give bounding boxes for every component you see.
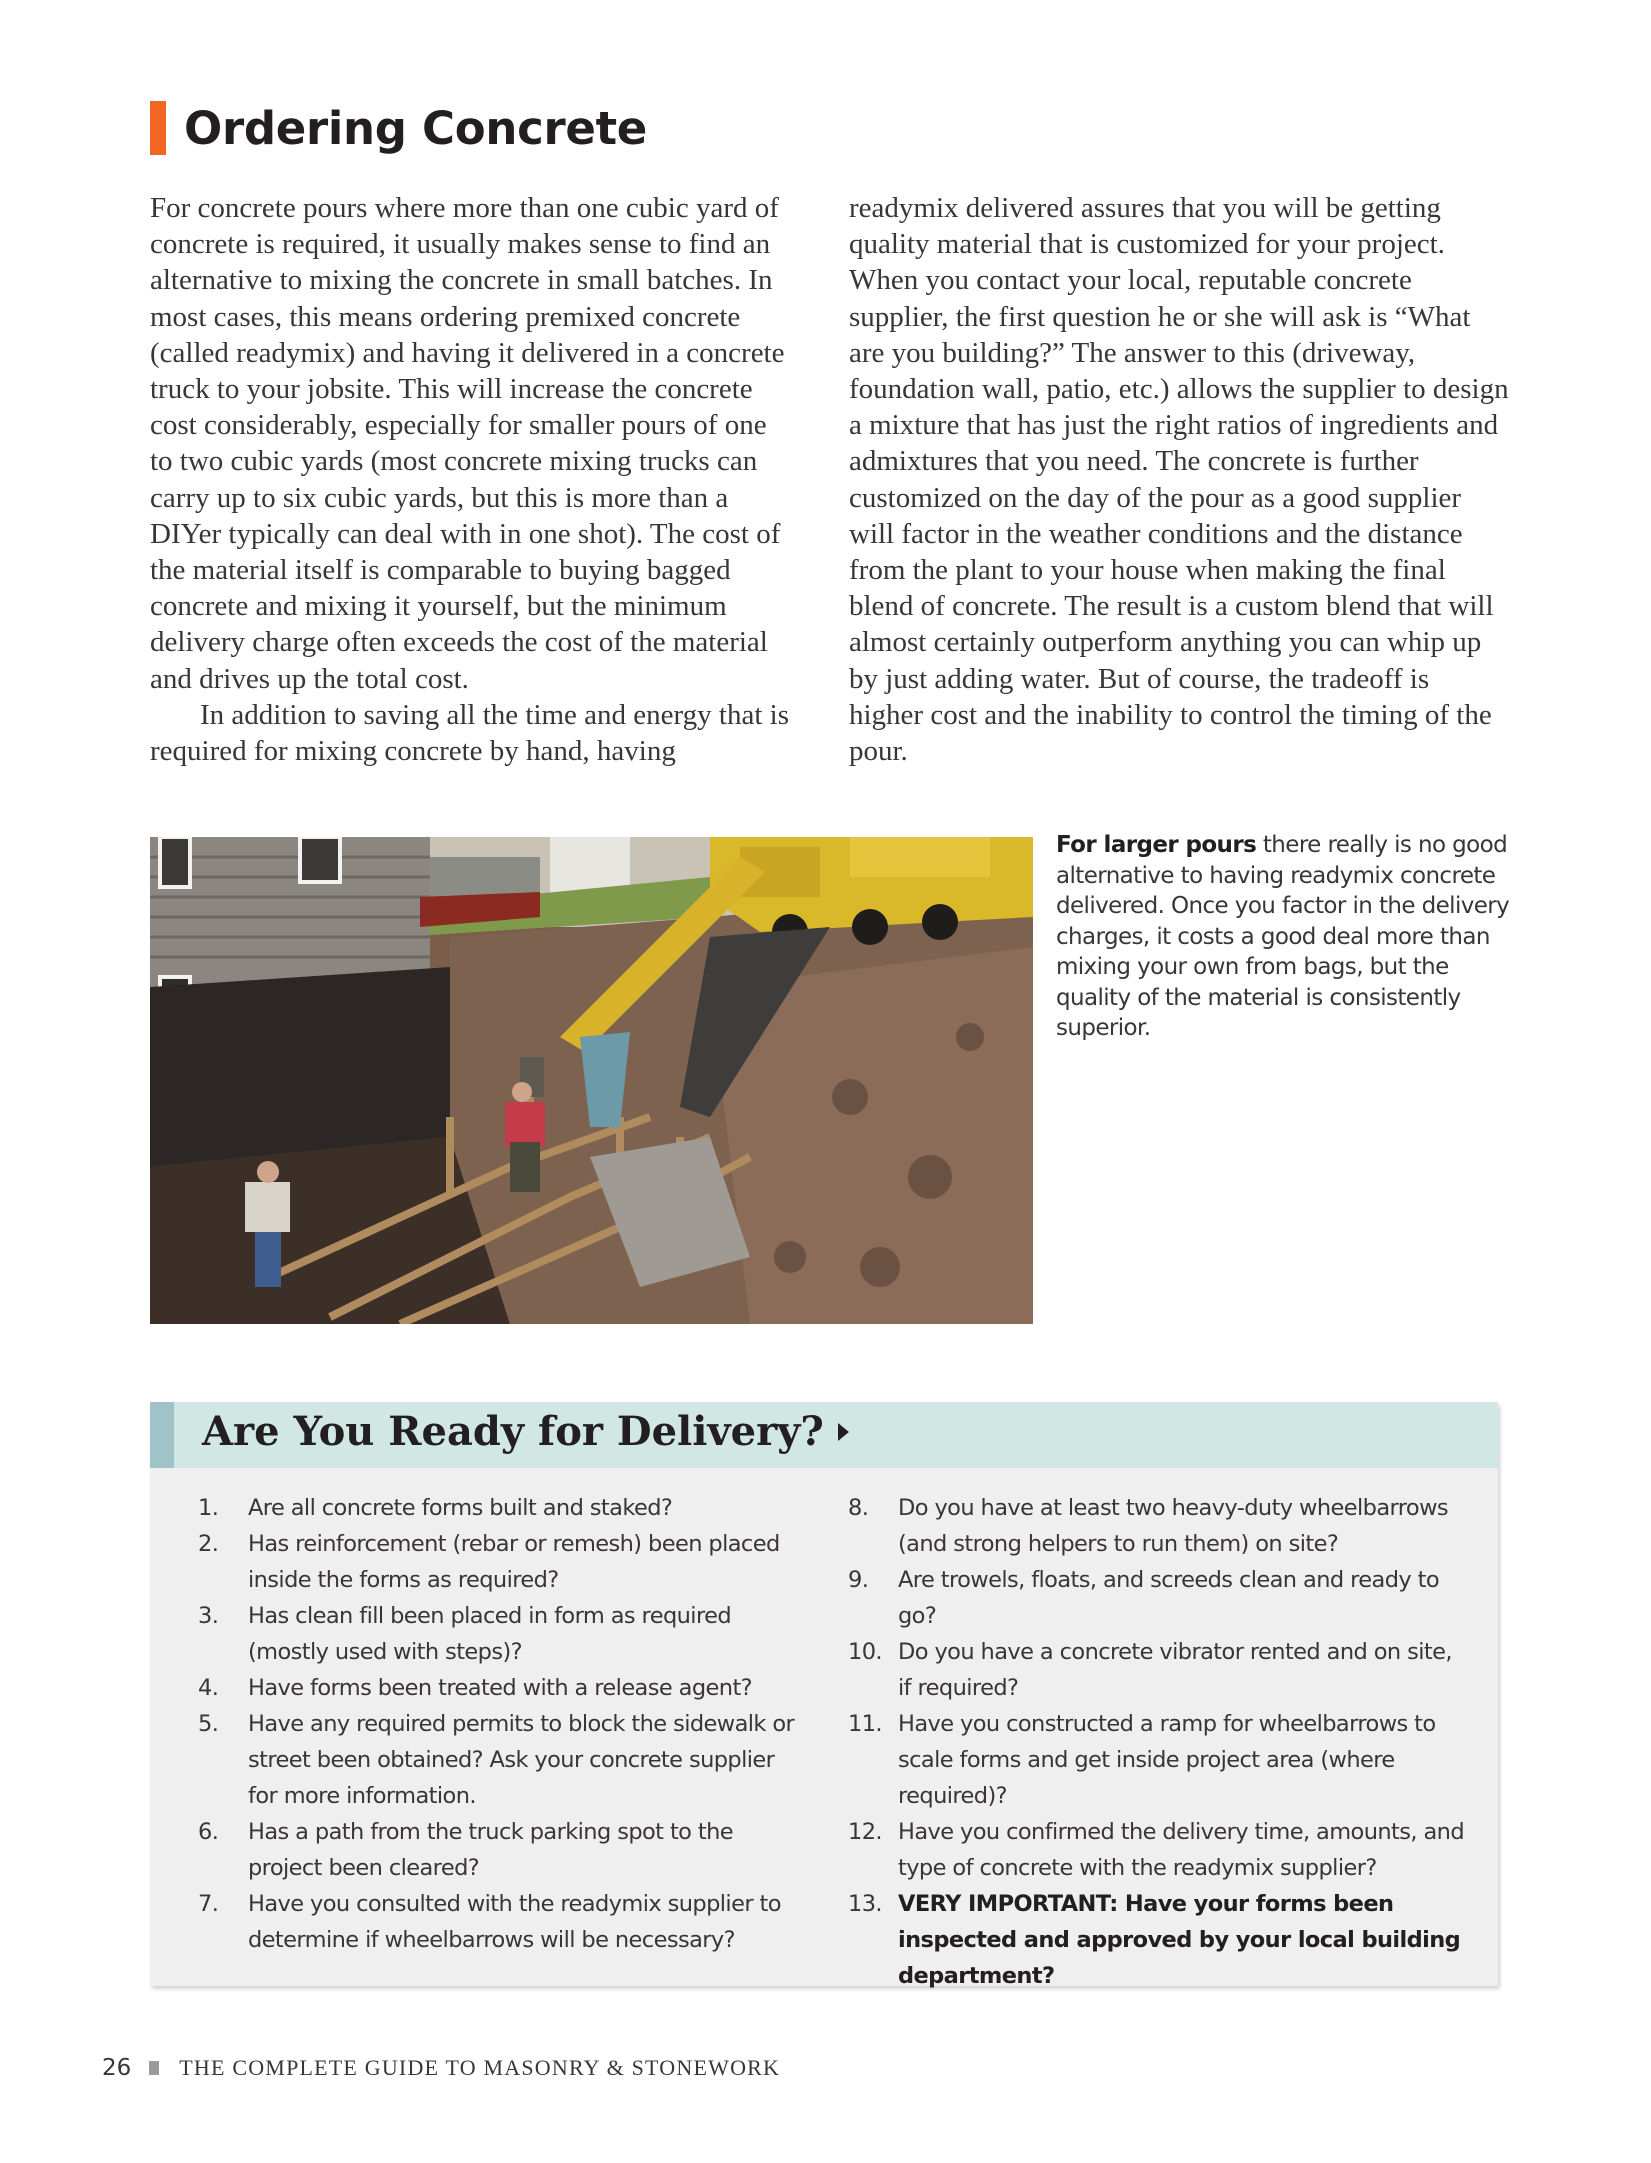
item-text: Have forms been treated with a release agent?	[248, 1675, 753, 1701]
item-text: Do you have at least two heavy-duty wheelbarrows (and strong helpers to run them) on site?	[898, 1495, 1449, 1557]
list-item-important	[848, 1886, 1468, 1994]
item-text: Are trowels, floats, and screeds clean and ready to go?	[898, 1567, 1440, 1629]
item-number: 9.	[848, 1567, 869, 1593]
list-item	[198, 1598, 798, 1670]
triangle-right-icon	[838, 1423, 849, 1441]
checklist-header	[150, 1402, 1498, 1468]
caption-text: there really is no good alternative to having readymix concrete delivered. Once you factor in the delivery charges, it costs a good deal more than mixing your own from bags, but the quality of the material is consistently superior.	[1056, 832, 1510, 1041]
item-text: Have any required permits to block the sidewalk or street been obtained? Ask your concrete supplier for more information.	[248, 1711, 795, 1809]
item-number: 7.	[198, 1891, 219, 1917]
list-item	[198, 1706, 798, 1814]
list-item	[198, 1886, 798, 1958]
body-paragraph: In addition to saving all the time and energy that is required for mixing concrete by hand, having	[150, 698, 790, 768]
item-text: Has a path from the truck parking spot to the project been cleared?	[248, 1819, 734, 1881]
checklist-box	[150, 1402, 1498, 1989]
footer-divider	[149, 2061, 159, 2075]
header-stripe	[150, 1402, 174, 1468]
item-number: 6.	[198, 1819, 219, 1845]
item-number: 5.	[198, 1711, 219, 1737]
concrete-pour-photo	[150, 837, 1033, 1324]
item-number: 1.	[198, 1495, 219, 1521]
list-item	[848, 1706, 1468, 1814]
list-item	[198, 1670, 798, 1706]
item-text: Are all concrete forms built and staked?	[248, 1495, 673, 1521]
list-item	[848, 1562, 1468, 1634]
item-number: 2.	[198, 1531, 219, 1557]
book-title: THE COMPLETE GUIDE TO MASONRY & STONEWORK	[179, 2055, 781, 2080]
list-item	[198, 1526, 798, 1598]
concrete-truck-photo-illustration	[150, 837, 1033, 1324]
body-column-right	[849, 190, 1509, 769]
caption-lead: For larger pours	[1056, 832, 1257, 858]
page-footer	[102, 2055, 780, 2081]
item-text: Has reinforcement (rebar or remesh) been placed inside the forms as required?	[248, 1531, 780, 1593]
checklist-right	[848, 1490, 1468, 1994]
item-text: VERY IMPORTANT: Have your forms been inspected and approved by your local building department?	[898, 1891, 1461, 1989]
page-number: 26	[102, 2055, 132, 2081]
item-number: 13.	[848, 1891, 882, 1917]
body-column-left	[150, 190, 790, 769]
list-item	[848, 1814, 1468, 1886]
body-paragraph: readymix delivered assures that you will be getting quality material that is customized for your project. When you contact your local, reputable concrete supplier, the first question he or she will ask is “What are you building?” The answer to this (driveway, foundation wall, patio, etc.) allows the supplier to design a mixture that has just the right ratios of ingredients and admixtures that you need. The concrete is further customized on the day of the pour as a good supplier will factor in the weather conditions and the distance from the plant to your house when making the final blend of concrete. The result is a custom blend that will almost certainly outperform anything you can whip up by just adding water. But of course, the tradeoff is higher cost and the inability to control the timing of the pour.	[849, 192, 1509, 768]
list-item	[198, 1490, 798, 1526]
item-text: Do you have a concrete vibrator rented and on site, if required?	[898, 1639, 1452, 1701]
item-text: Has clean fill been placed in form as required (mostly used with steps)?	[248, 1603, 732, 1665]
item-text: Have you confirmed the delivery time, amounts, and type of concrete with the readymix supplier?	[898, 1819, 1465, 1881]
page-title: Ordering Concrete	[184, 101, 648, 155]
photo-caption	[1056, 830, 1511, 1044]
body-paragraph: For concrete pours where more than one cubic yard of concrete is required, it usually makes sense to find an alternative to mixing the concrete in small batches. In most cases, this means ordering premixed concrete (called readymix) and having it delivered in a concrete truck to your jobsite. This will increase the concrete cost considerably, especially for smaller pours of one to two cubic yards (most concrete mixing trucks can carry up to six cubic yards, but this is more than a DIYer typically can deal with in one shot). The cost of the material itself is comparable to buying bagged concrete and mixing it yourself, but the minimum delivery charge often exceeds the cost of the material and drives up the total cost.	[150, 192, 785, 695]
heading-accent-bar	[150, 101, 166, 155]
list-item	[198, 1814, 798, 1886]
item-number: 12.	[848, 1819, 882, 1845]
item-text: Have you consulted with the readymix supplier to determine if wheelbarrows will be necessary?	[248, 1891, 781, 1953]
checklist-title-text: Are You Ready for Delivery?	[202, 1408, 824, 1455]
list-item	[848, 1634, 1468, 1706]
section-heading	[150, 98, 647, 158]
item-number: 10.	[848, 1639, 882, 1665]
item-number: 8.	[848, 1495, 869, 1521]
item-number: 11.	[848, 1711, 882, 1737]
item-number: 4.	[198, 1675, 219, 1701]
checklist-title	[202, 1408, 849, 1455]
item-text: Have you constructed a ramp for wheelbarrows to scale forms and get inside project area (where required)?	[898, 1711, 1436, 1809]
list-item	[848, 1490, 1468, 1562]
item-number: 3.	[198, 1603, 219, 1629]
checklist-left	[198, 1490, 798, 1958]
